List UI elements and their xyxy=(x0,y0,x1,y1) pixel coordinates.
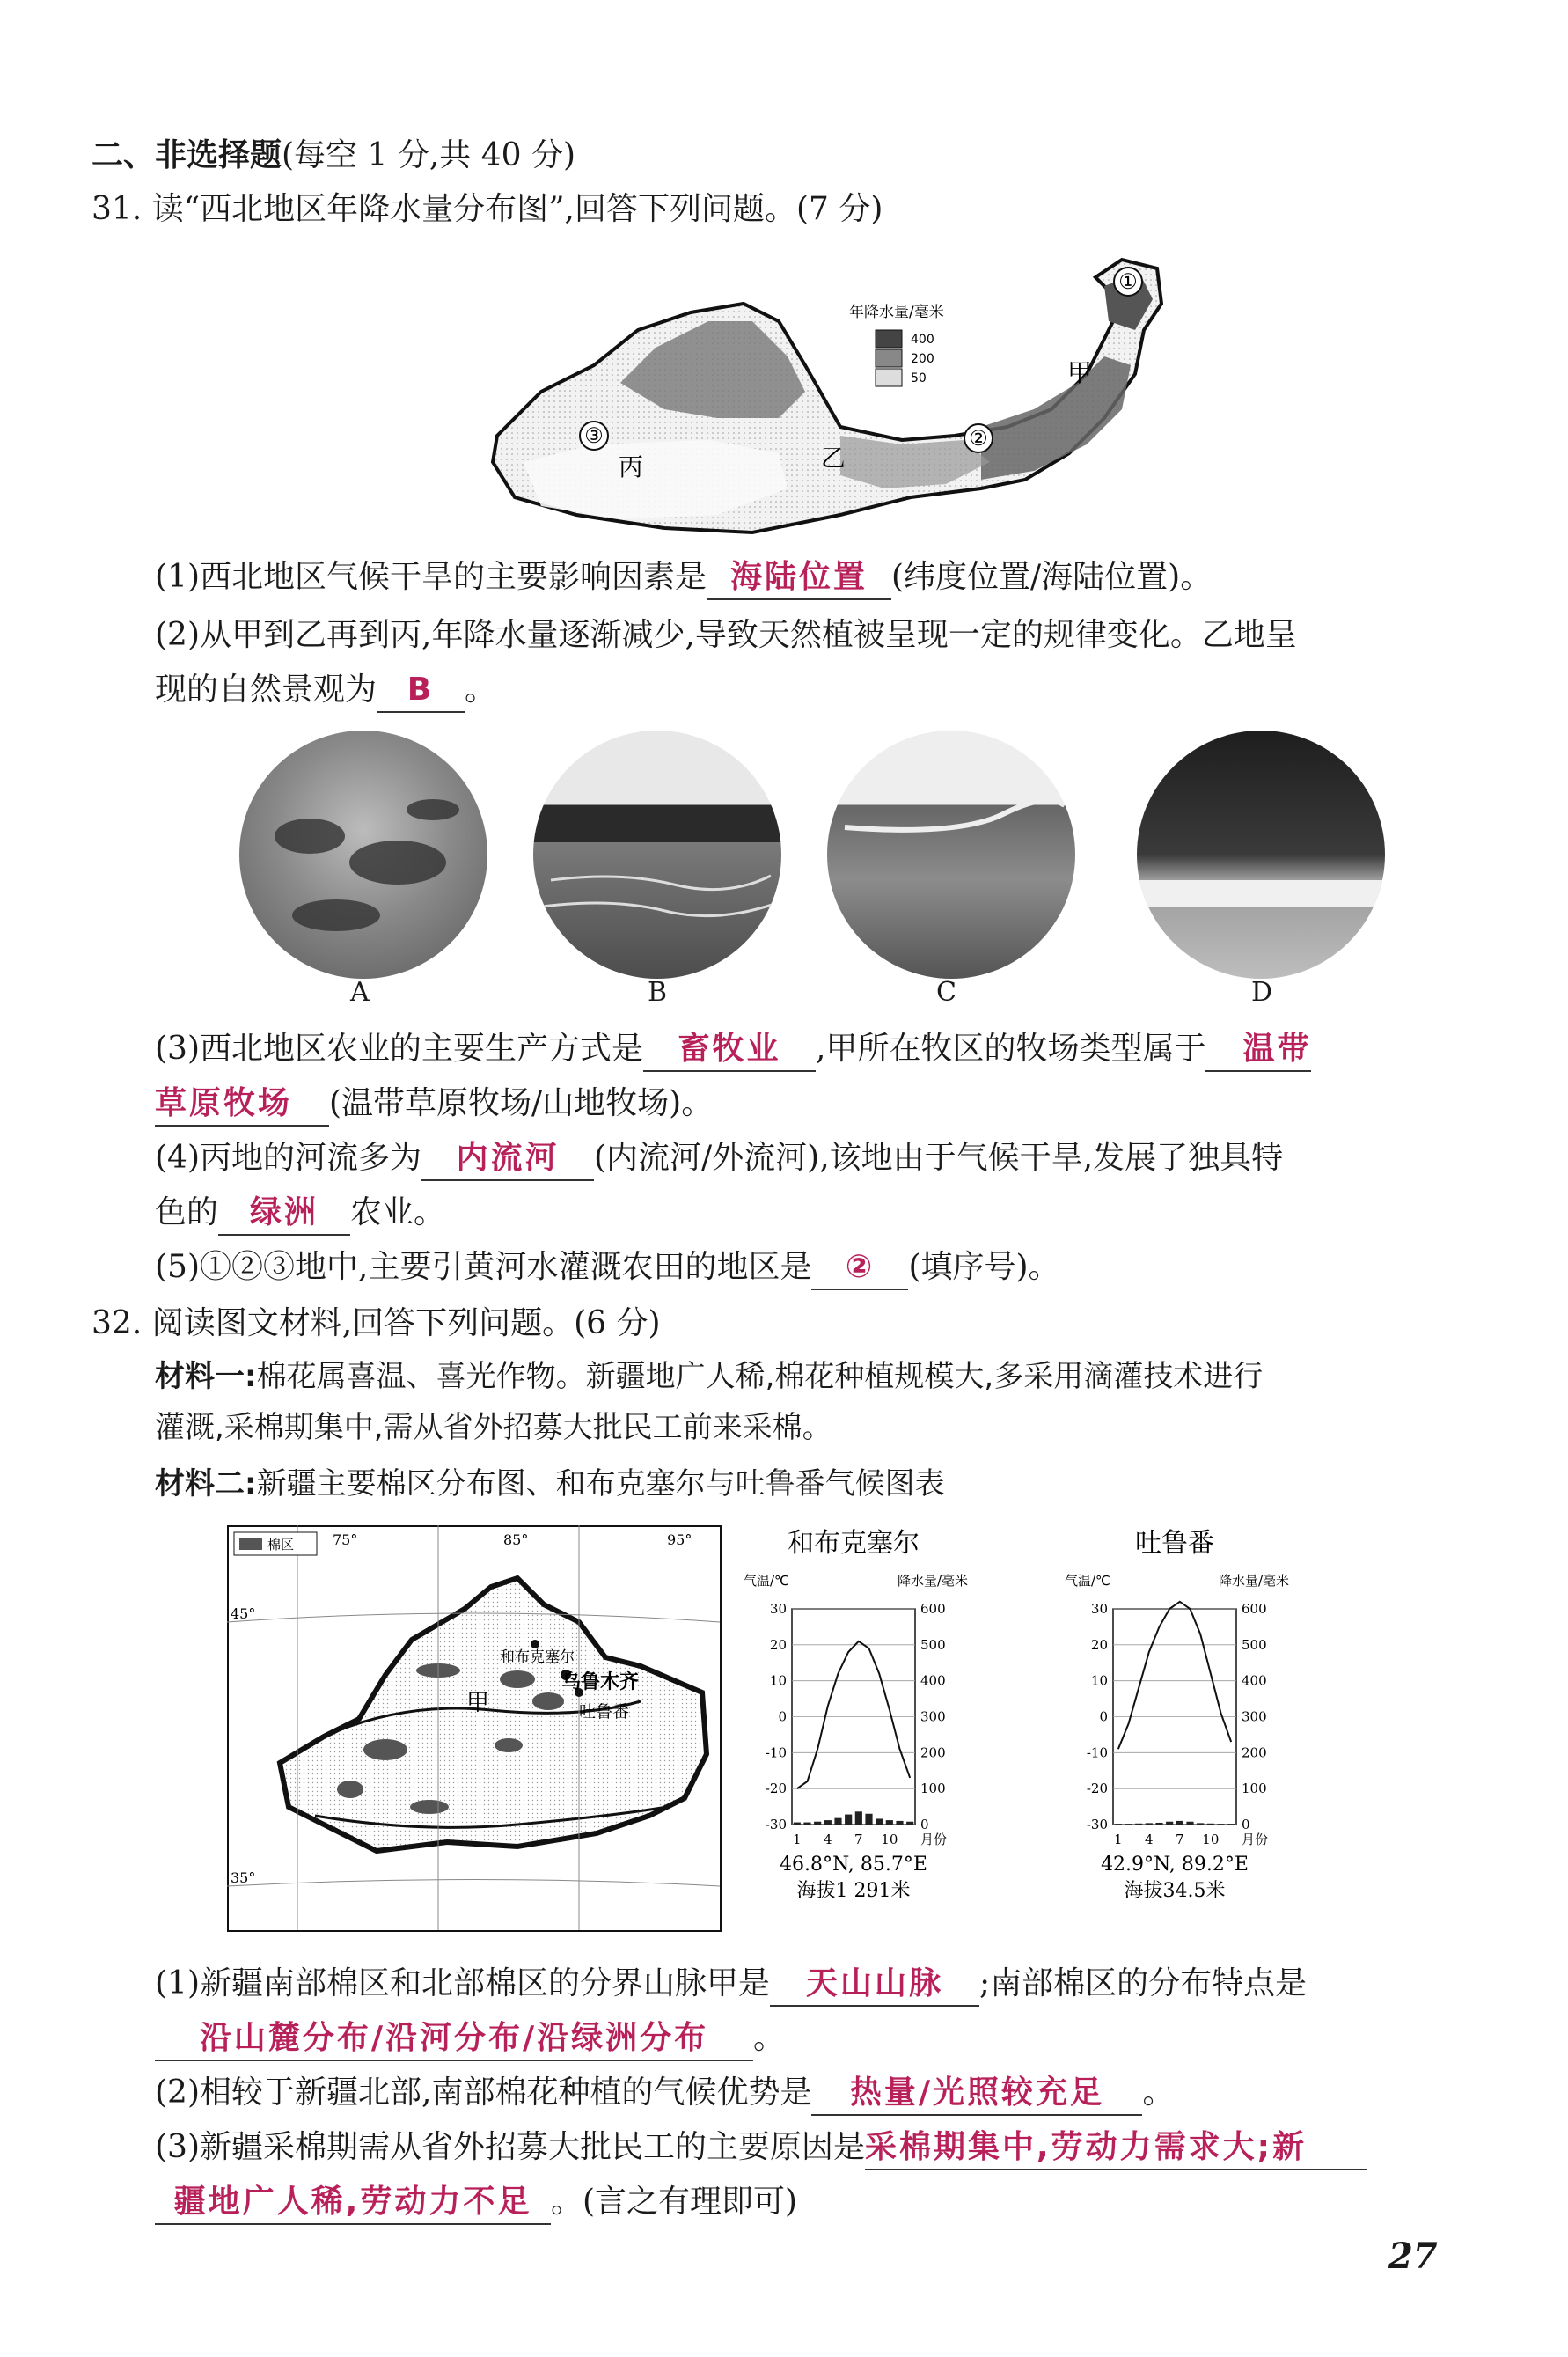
lat-label: 35° xyxy=(231,1869,256,1886)
y-left-tick: -10 xyxy=(765,1744,787,1761)
y-right-tick: 200 xyxy=(1242,1744,1267,1761)
legend-swatch-200 xyxy=(876,349,902,367)
city-label-urumqi: 乌鲁木齐 xyxy=(561,1671,640,1693)
photo-desert-shrubland xyxy=(239,731,487,979)
y-left-tick: 30 xyxy=(1090,1601,1108,1617)
q31-p3-mid: ,甲所在牧区的牧场类型属于 xyxy=(816,1031,1206,1067)
q32-p3-end: 。(言之有理即可) xyxy=(551,2184,798,2220)
precip-bar xyxy=(814,1822,821,1825)
x-label: 月份 xyxy=(920,1832,948,1847)
photo-wetland xyxy=(533,731,781,979)
q31-p1 xyxy=(155,556,1212,600)
y-right-tick: 0 xyxy=(920,1817,929,1832)
y-right-tick: 300 xyxy=(920,1708,946,1725)
q32-m2-text: 新疆主要棉区分布图、和布克塞尔与吐鲁番气候图表 xyxy=(256,1466,945,1502)
precip-bar xyxy=(855,1811,862,1825)
q32-p1-line1 xyxy=(155,1963,1307,2007)
precip-bar xyxy=(1115,1824,1122,1825)
city-label-hobuksar: 和布克塞尔 xyxy=(500,1648,575,1666)
y-right-tick: 500 xyxy=(920,1636,946,1653)
y-left-tick: -20 xyxy=(1086,1781,1108,1797)
q31-p2-text: 现的自然景观为 xyxy=(155,672,377,708)
precip-bar xyxy=(794,1823,801,1825)
q31-p3-answer2b: 草原牧场 xyxy=(155,1083,329,1127)
q31-p3-options: (温带草原牧场/山地牧场)。 xyxy=(329,1085,714,1121)
y-right-tick: 0 xyxy=(1242,1817,1250,1832)
y-right-label: 降水量/毫米 xyxy=(1219,1573,1290,1589)
photo-label-b: B xyxy=(648,977,668,1008)
map-label-jia: 甲 xyxy=(1067,358,1093,387)
y-right-tick: 400 xyxy=(920,1672,946,1689)
temperature-line xyxy=(1118,1602,1231,1749)
q31-p4-post: (内流河/外流河),该地由于气候干旱,发展了独具特 xyxy=(594,1140,1284,1176)
q31-p5-text: (5)①②③地中,主要引黄河水灌溉农田的地区是 xyxy=(155,1249,812,1285)
x-tick: 1 xyxy=(793,1832,802,1847)
y-left-label: 气温/℃ xyxy=(744,1573,789,1589)
legend-swatch-50 xyxy=(876,369,902,386)
q31-p5 xyxy=(155,1246,1060,1290)
photo-grassland-river xyxy=(827,731,1075,979)
map-label-bing: 丙 xyxy=(619,452,644,481)
q32-p2-text: (2)相较于新疆北部,南部棉花种植的气候优势是 xyxy=(155,2074,812,2111)
y-right-tick: 100 xyxy=(1242,1781,1267,1797)
legend-cotton-swatch xyxy=(239,1538,262,1550)
q31-p4-answer: 内流河 xyxy=(421,1137,594,1181)
q31-p3-answer: 畜牧业 xyxy=(643,1028,816,1072)
legend-swatch-400 xyxy=(876,330,902,348)
xinjiang-cotton-map xyxy=(227,1525,722,1932)
precip-bar xyxy=(1176,1821,1183,1825)
q32-material1-line2: 灌溉,采棉期集中,需从省外招募大批民工前来采棉。 xyxy=(155,1410,832,1445)
chart-title: 和布克塞尔 xyxy=(788,1528,920,1559)
q32-m1-label: 材料一: xyxy=(155,1359,257,1394)
station-elevation: 海拔34.5米 xyxy=(1124,1880,1226,1902)
q32-material2 xyxy=(155,1463,945,1505)
x-tick: 10 xyxy=(1202,1832,1220,1847)
lon-label: 85° xyxy=(503,1531,529,1548)
q31-p4-text2: 色的 xyxy=(155,1194,219,1230)
y-left-tick: -30 xyxy=(1086,1817,1108,1832)
city-dot xyxy=(531,1640,539,1648)
y-right-tick: 500 xyxy=(1242,1636,1267,1653)
precip-bar xyxy=(876,1818,883,1825)
q31-p1-answer: 海陆位置 xyxy=(707,556,891,600)
y-right-tick: 600 xyxy=(1242,1601,1267,1617)
map-label-1: ① xyxy=(1118,269,1138,294)
precip-bar xyxy=(906,1822,913,1825)
station-coordinates: 42.9°N, 89.2°E xyxy=(1101,1854,1249,1876)
x-tick: 4 xyxy=(1145,1832,1154,1847)
q31-p5-answer: ② xyxy=(811,1246,908,1290)
page-number: 27 xyxy=(1388,2236,1438,2277)
precip-bar xyxy=(1125,1824,1132,1825)
precip-bar xyxy=(886,1820,893,1825)
precip-bar xyxy=(803,1823,810,1825)
y-right-tick: 300 xyxy=(1242,1708,1267,1725)
precip-bar xyxy=(1197,1823,1204,1825)
q32-p2-end: 。 xyxy=(1142,2074,1175,2111)
x-label: 月份 xyxy=(1242,1832,1269,1847)
precip-bar xyxy=(1166,1822,1173,1825)
y-right-tick: 400 xyxy=(1242,1672,1267,1689)
q31-p2-line2 xyxy=(155,669,496,713)
lon-label: 95° xyxy=(667,1531,692,1548)
y-left-tick: 30 xyxy=(769,1601,787,1617)
y-left-tick: 20 xyxy=(769,1636,787,1653)
lat-label: 45° xyxy=(231,1605,256,1622)
q32-material1-line1 xyxy=(155,1355,1263,1398)
q32-p2 xyxy=(155,2072,1174,2116)
lon-label: 75° xyxy=(333,1531,358,1548)
legend-value: 50 xyxy=(911,371,927,385)
section-title: 二、非选择题 xyxy=(92,136,282,173)
precip-bar xyxy=(1135,1824,1142,1825)
q32-p1-end: 。 xyxy=(753,2020,786,2056)
q32-p1-post: ;南部棉区的分布特点是 xyxy=(979,1965,1308,2001)
y-left-tick: 10 xyxy=(769,1672,787,1689)
y-left-tick: -10 xyxy=(1086,1744,1108,1761)
y-right-label: 降水量/毫米 xyxy=(898,1573,969,1589)
map-label-yi: 乙 xyxy=(821,444,846,473)
x-tick: 10 xyxy=(881,1832,898,1847)
region-label-jia: 甲 xyxy=(466,1690,490,1716)
map-label-3: ③ xyxy=(584,423,604,448)
q32-stem: 32. 阅读图文材料,回答下列问题。(6 分) xyxy=(92,1305,661,1341)
q31-p1-options: (纬度位置/海陆位置)。 xyxy=(891,559,1213,595)
precip-bar xyxy=(1227,1824,1235,1825)
q31-p2-line1: (2)从甲到乙再到丙,年降水量逐渐减少,导致天然植被呈现一定的规律变化。乙地呈 xyxy=(155,617,1297,653)
section-header xyxy=(92,134,575,177)
photo-forest xyxy=(1137,731,1385,979)
y-left-tick: -20 xyxy=(765,1781,787,1797)
q31-p4-line2 xyxy=(155,1192,445,1236)
q31-p2-answer: B xyxy=(377,669,465,713)
legend-value: 200 xyxy=(911,352,934,366)
q32-m1-text1: 棉花属喜温、喜光作物。新疆地广人稀,棉花种植规模大,多采用滴灌技术进行 xyxy=(256,1359,1264,1394)
q32-p3-answer2: 疆地广人稀,劳动力不足 xyxy=(155,2181,551,2225)
precip-bar xyxy=(845,1815,852,1825)
y-left-tick: -30 xyxy=(765,1817,787,1832)
q32-m2-label: 材料二: xyxy=(155,1466,257,1502)
q31-p5-end: (填序号)。 xyxy=(908,1249,1060,1285)
photo-label-a: A xyxy=(350,977,370,1008)
precip-bar xyxy=(1146,1823,1153,1825)
y-left-tick: 0 xyxy=(1099,1708,1108,1725)
map-legend-title: 年降水量/毫米 xyxy=(849,304,944,321)
chart-title: 吐鲁番 xyxy=(1135,1528,1214,1559)
station-elevation: 海拔1 291米 xyxy=(796,1880,911,1902)
q32-p1-line2 xyxy=(155,2017,785,2061)
q32-p3-answer: 采棉期集中,劳动力需求大;新 xyxy=(865,2126,1367,2170)
q31-p4-line1 xyxy=(155,1137,1283,1181)
q31-p3-answer2a: 温带 xyxy=(1205,1028,1311,1072)
q31-p4-answer2: 绿洲 xyxy=(218,1192,350,1236)
y-right-tick: 100 xyxy=(920,1781,946,1797)
q31-p3-line1 xyxy=(155,1028,1311,1072)
x-tick: 4 xyxy=(824,1832,832,1847)
y-left-tick: 20 xyxy=(1090,1636,1108,1653)
temperature-line xyxy=(797,1641,910,1788)
precip-bar xyxy=(1155,1823,1162,1825)
q31-p2-end: 。 xyxy=(465,672,497,708)
q32-p1-text: (1)新疆南部棉区和北部棉区的分界山脉甲是 xyxy=(155,1965,770,2001)
x-tick: 7 xyxy=(854,1832,863,1847)
q31-p4-text: (4)丙地的河流多为 xyxy=(155,1140,421,1176)
x-tick: 7 xyxy=(1176,1832,1184,1847)
station-coordinates: 46.8°N, 85.7°E xyxy=(780,1854,927,1876)
q32-p3-line2 xyxy=(155,2181,797,2225)
climate-chart-turpan xyxy=(1065,1525,1373,1941)
y-left-tick: 10 xyxy=(1090,1672,1108,1689)
q32-p3-line1 xyxy=(155,2126,1367,2170)
y-left-tick: 0 xyxy=(778,1708,787,1725)
precip-bar xyxy=(865,1814,872,1825)
city-label-turpan: 吐鲁番 xyxy=(579,1702,630,1722)
photo-label-c: C xyxy=(936,977,956,1008)
q31-stem: 31. 读“西北地区年降水量分布图”,回答下列问题。(7 分) xyxy=(92,191,883,227)
y-left-label: 气温/℃ xyxy=(1065,1573,1110,1589)
precip-bar xyxy=(824,1820,832,1825)
section-note: (每空 1 分,共 40 分) xyxy=(282,137,576,173)
climate-chart-hobuksar xyxy=(744,1525,1051,1941)
precip-bar xyxy=(834,1818,841,1825)
y-right-tick: 600 xyxy=(920,1601,946,1617)
precip-bar xyxy=(1217,1824,1224,1825)
q31-p3-text: (3)西北地区农业的主要生产方式是 xyxy=(155,1031,643,1067)
q32-p1-answer: 天山山脉 xyxy=(770,1963,979,2007)
q31-p1-text: (1)西北地区气候干旱的主要影响因素是 xyxy=(155,559,707,595)
map-label-2: ② xyxy=(969,426,988,451)
q32-p1-answer2: 沿山麓分布/沿河分布/沿绿洲分布 xyxy=(155,2017,753,2061)
q32-p3-text: (3)新疆采棉期需从省外招募大批民工的主要原因是 xyxy=(155,2129,865,2165)
x-tick: 1 xyxy=(1114,1832,1123,1847)
precip-bar xyxy=(1207,1824,1214,1825)
northwest-precipitation-map xyxy=(488,251,1166,541)
q32-p2-answer: 热量/光照较充足 xyxy=(811,2072,1142,2116)
y-right-tick: 200 xyxy=(920,1744,946,1761)
legend-value: 400 xyxy=(911,333,934,347)
precip-bar xyxy=(1186,1822,1193,1825)
legend-cotton-label: 棉区 xyxy=(267,1537,295,1553)
q31-p3-line2 xyxy=(155,1083,713,1127)
photo-label-d: D xyxy=(1251,977,1273,1008)
q31-p4-end: 农业。 xyxy=(350,1194,446,1230)
precip-bar xyxy=(896,1821,903,1825)
